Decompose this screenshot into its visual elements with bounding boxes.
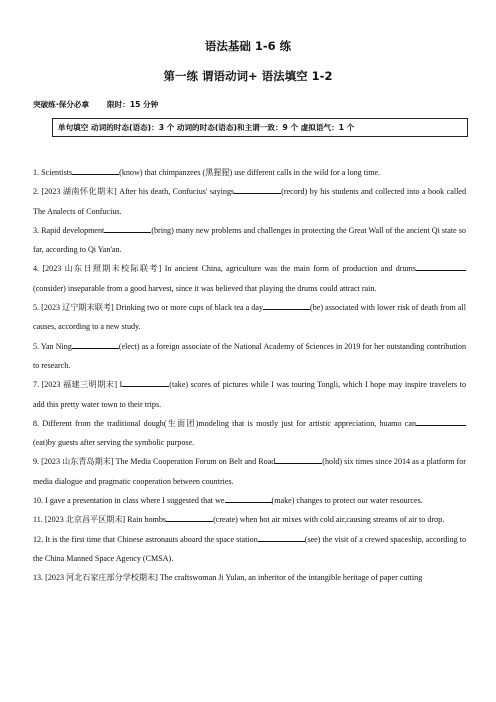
info-box: 单句填空 动词的时态(语态)：3 个 动词的时态(语态)和主谓一致：9 个 虚拟语气：1 个 [52, 118, 468, 137]
question-number: 7. [33, 380, 40, 390]
question-item [33, 298, 466, 337]
question-text-after: (make) changes to protect our water resources. [271, 496, 423, 506]
question-text-before: The Media Cooperation Forum on Belt and Road [115, 457, 276, 467]
answer-blank[interactable] [275, 454, 322, 464]
question-number: 4. [33, 264, 40, 274]
question-source: [2023 山东日照期末校际联考] [42, 264, 162, 274]
question-number: 1. [33, 168, 40, 177]
page-title: 语法基础 1-6 练 [204, 39, 292, 53]
answer-blank[interactable] [119, 377, 169, 390]
answer-blank[interactable] [263, 300, 310, 310]
question-text-before: In ancient China, agriculture was the main form of production and drums [164, 264, 416, 274]
question-text-after: (eat)by guests after serving the symbolic purpose. [33, 438, 195, 448]
question-number: 3. [33, 225, 40, 235]
question-item [33, 375, 466, 414]
question-number: 13. [33, 573, 44, 583]
question-text-before: Rapid development [41, 225, 105, 235]
question-number: 8. [33, 418, 40, 428]
answer-blank[interactable] [416, 416, 466, 426]
question-item [33, 182, 466, 221]
question-text-after: (see) the visit of a crewed spaceship, according to the China Manned Space Agency (CMSA). [33, 534, 467, 563]
answer-blank[interactable] [72, 165, 119, 175]
question-text-before: Yan Ning [40, 341, 72, 351]
question-text-after: (record) by his students and collected into a book called The Analects of Confucius. [33, 187, 466, 216]
question-text-before: I gave a presentation in class where I suggested that we [45, 496, 225, 506]
question-item [33, 259, 466, 298]
question-number: 9. [33, 457, 40, 467]
question-text-before: Rain bombs [127, 515, 167, 525]
question-item [33, 452, 466, 491]
page-subtitle: 第一练 谓语动词+ 语法填空 1-2 [163, 69, 333, 83]
question-text-before: Different from the traditional dough(生面团)modeling that is mostly just for artistic appreciation, huamo can [42, 418, 416, 428]
question-source: [2023 山东青岛期末] [41, 457, 114, 467]
answer-blank[interactable] [72, 339, 119, 349]
time-limit: 限时：15 分钟 [107, 100, 159, 109]
question-text-before: Scientists [41, 168, 73, 177]
question-text-before: It is the first time that Chinese astronauts aboard the space station [45, 534, 258, 544]
question-source: [2023 福建三明期末] [41, 380, 118, 390]
question-source: [2023 辽宁期末联考] [41, 303, 114, 313]
answer-blank[interactable] [104, 223, 151, 233]
question-text-after: (elect) as a foreign associate of the National Academy of Sciences in 2019 for her outstanding contribution to research. [33, 341, 467, 370]
question-item [33, 414, 466, 453]
question-number: 5. [33, 341, 40, 351]
question-source: [2023 河北石家庄部分学校期末] [45, 573, 158, 583]
question-list [33, 163, 466, 588]
question-text-before: I [119, 380, 123, 390]
question-text-after: (be) associated with lower risk of death from all causes, according to a new study. [33, 303, 466, 332]
question-number: 5. [33, 303, 40, 313]
question-item [33, 491, 466, 510]
question-text-after: (consider) inseparable from a good harvest, since it was believed that playing the drums could attract rain. [33, 283, 377, 293]
question-text-after: (bring) many new problems and challenges in protecting the Great Wall of the ancient Qi state so far, according to Qi Yan'an. [33, 225, 466, 255]
question-text-before: The craftswoman Ji Yulan, an inheritor of the intangible heritage of paper cutting [159, 573, 423, 583]
question-item [33, 221, 466, 260]
answer-blank[interactable] [234, 184, 281, 194]
section-label: 突破练·保分必拿 [33, 100, 90, 109]
section-header [33, 99, 158, 110]
question-item [33, 510, 466, 529]
question-item [33, 530, 466, 569]
question-source: [2023 北京昌平区期末] [44, 515, 126, 525]
question-number: 10. [33, 496, 44, 506]
question-text-after: (take) scores of pictures while I was touring Tongli, which I hope may inspire travelers to add this pretty water town to their trips. [33, 380, 466, 409]
question-text-after: (create) when hot air mixes with cold air,causing streams of air to drop. [213, 515, 445, 525]
answer-blank[interactable] [416, 261, 466, 271]
question-item [33, 163, 466, 182]
question-number: 2. [33, 187, 40, 197]
question-text-after: (know) that chimpanzees (黑猩猩) use different calls in the wild for a long time. [119, 168, 381, 177]
question-text-after: (hold) six times since 2014 as a platform for media dialogue and pragmatic cooperation between countries. [33, 457, 466, 486]
question-item [33, 568, 466, 587]
question-number: 12. [33, 534, 44, 544]
answer-blank[interactable] [258, 532, 305, 542]
answer-blank[interactable] [225, 493, 272, 503]
question-source: [2023 湖南怀化期末] [41, 187, 117, 197]
answer-blank[interactable] [166, 512, 213, 522]
question-text-before: After his death, Confucius' sayings [119, 187, 235, 197]
question-number: 11. [33, 515, 43, 525]
question-item [33, 337, 466, 376]
question-text-before: Drinking two or more cups of black tea a day [115, 303, 264, 313]
